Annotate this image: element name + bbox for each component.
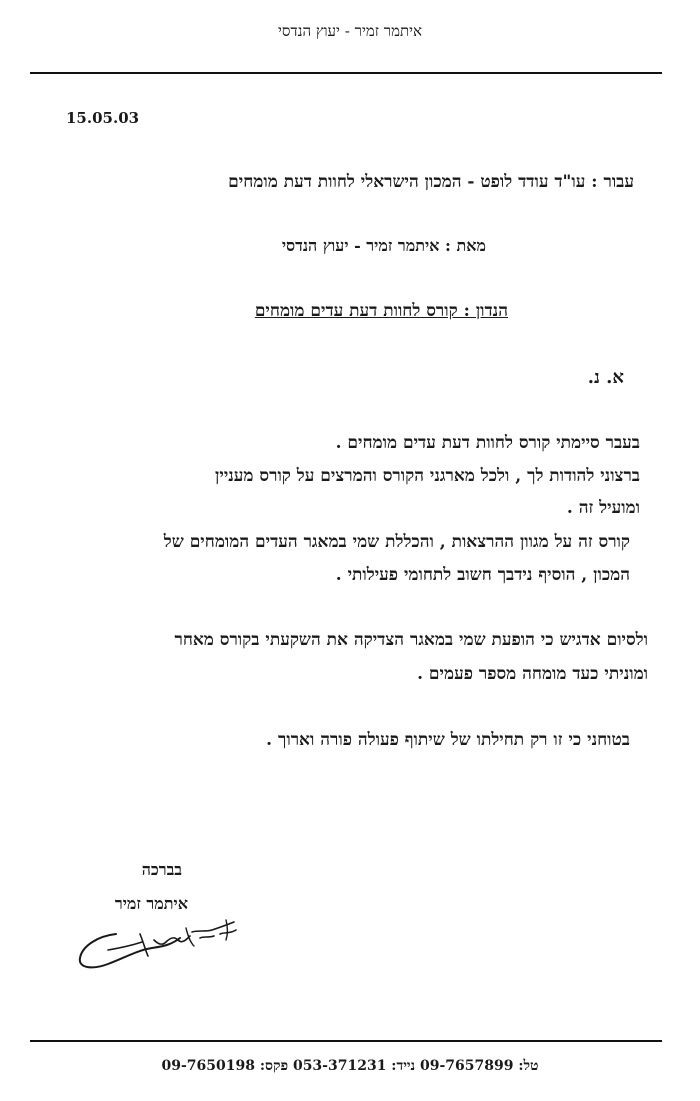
body-line: קורס זה על מגוון ההרצאות , והכללת שמי במאגר העדים המומחים של	[163, 532, 630, 552]
recipient-line: עבור : עו"ד עודד לופט - המכון הישראלי לחוות דעת מומחים	[228, 172, 634, 192]
header-divider	[30, 72, 662, 74]
subject-line: הנדון : קורס לחוות דעת עדים מומחים	[254, 301, 508, 321]
sender-line: מאת : איתמר זמיר - יעוץ הנדסי	[281, 236, 486, 255]
body-line: ומועיל זה .	[566, 498, 640, 518]
signature-icon	[68, 910, 248, 980]
letter-date: 15.05.03	[66, 109, 140, 127]
salutation: א. נ.	[587, 367, 624, 388]
body-line: המכון , הוסיף נידבך חשוב לתחומי פעילותי .	[335, 565, 630, 585]
body-line: בטוחני כי זו רק תחילתו של שיתוף פעולה פורה וארוך .	[266, 730, 630, 750]
footer-contact: טל: 09-7657899 נייד: 053-371231 פקס: 09-7650198	[161, 1058, 539, 1074]
closing: בברכה	[141, 860, 182, 879]
body-line: ולסיום אדגיש כי הופעת שמי במאגר הצדיקה את השקעתי בקורס מאחר	[174, 630, 648, 650]
footer-divider	[30, 1040, 662, 1042]
body-line: ברצוני להודות לך , ולכל מארגני הקורס והמרצים על קורס מעניין	[215, 466, 640, 486]
handwritten-signature	[68, 910, 248, 980]
signer-name: איתמר זמיר	[114, 894, 188, 913]
body-line: ומוניתי כעד מומחה מספר פעמים .	[417, 664, 648, 684]
body-line: בעבר סיימתי קורס לחוות דעת עדים מומחים .	[335, 433, 640, 453]
letterhead-title: איתמר זמיר - יעוץ הנדסי	[277, 22, 423, 40]
